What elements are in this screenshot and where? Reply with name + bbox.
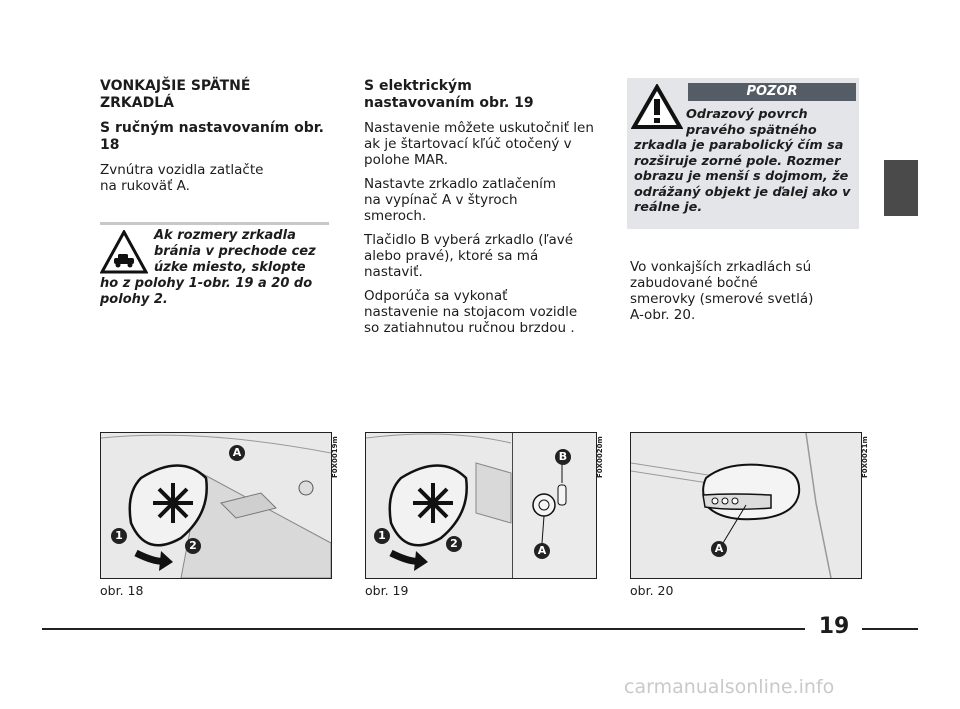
manual-adjust-text: Zvnútra vozidla zatlačte na rukoväť A. xyxy=(100,162,264,194)
page-number: 19 xyxy=(818,614,850,639)
footer-rule-left xyxy=(42,628,805,630)
figure-code: F0X0019m xyxy=(331,436,339,478)
manual-adjust-subheading: S ručným nastavovaním obr. 18 xyxy=(100,120,324,153)
figure-caption: obr. 20 xyxy=(630,583,674,598)
callout-1: 1 xyxy=(374,528,390,544)
figure-20 xyxy=(630,432,862,579)
middle-paragraph-1: Nastavenie môžete uskutočniť len ak je štartovací kľúč otočený v polohe MAR. xyxy=(364,120,594,168)
callout-1: 1 xyxy=(111,528,127,544)
callout-2: 2 xyxy=(185,538,201,554)
figure-19 xyxy=(365,432,597,579)
figure-caption: obr. 19 xyxy=(365,583,409,598)
left-warning-text: Ak rozmery zrkadla bránia v prechode cez úzke miesto, sklopte ho z polohy 1-obr. 19 a 20 do polohy 2. xyxy=(100,228,316,307)
pozor-text: Odrazový povrch pravého spätného zrkadla je parabolický čím sa rozširuje zorné pole. Rozmer obrazu je menší s dojmom, že odrážaný objekt je ďalej ako v reálne je. xyxy=(634,107,851,215)
figure-caption: obr. 18 xyxy=(100,583,144,598)
middle-paragraph-3: Tlačidlo B vyberá zrkadlo (ľavé alebo pravé), ktoré sa má nastaviť. xyxy=(364,232,574,280)
pozor-label: POZOR xyxy=(688,83,856,101)
callout-a: A xyxy=(534,543,550,559)
watermark: carmanualsonline.info xyxy=(624,676,835,698)
middle-paragraph-2: Nastavte zrkadlo zatlačením na vypínač A v štyroch smeroch. xyxy=(364,176,557,224)
middle-paragraph-4: Odporúča sa vykonať nastavenie na stojacom vozidle so zatiahnutou ručnou brzdou . xyxy=(364,288,578,336)
callout-a: A xyxy=(229,445,245,461)
warning-divider xyxy=(100,222,329,225)
right-paragraph: Vo vonkajších zrkadlách sú zabudované bočné smerovky (smerové svetlá) A-obr. 20. xyxy=(630,259,814,323)
callout-a: A xyxy=(711,541,727,557)
section-tab xyxy=(884,160,918,216)
callout-b: B xyxy=(555,449,571,465)
callout-2: 2 xyxy=(446,536,462,552)
left-column xyxy=(100,78,330,202)
figure-18 xyxy=(100,432,332,579)
middle-column xyxy=(364,78,600,344)
figure-code: F0X0021m xyxy=(861,436,869,478)
section-heading: VONKAJŠIE SPÄTNÉ ZRKADLÁ xyxy=(100,78,251,111)
figure-code: F0X0020m xyxy=(596,436,604,478)
footer-rule-right xyxy=(862,628,918,630)
electric-adjust-heading: S elektrickým nastavovaním obr. 19 xyxy=(364,78,534,111)
